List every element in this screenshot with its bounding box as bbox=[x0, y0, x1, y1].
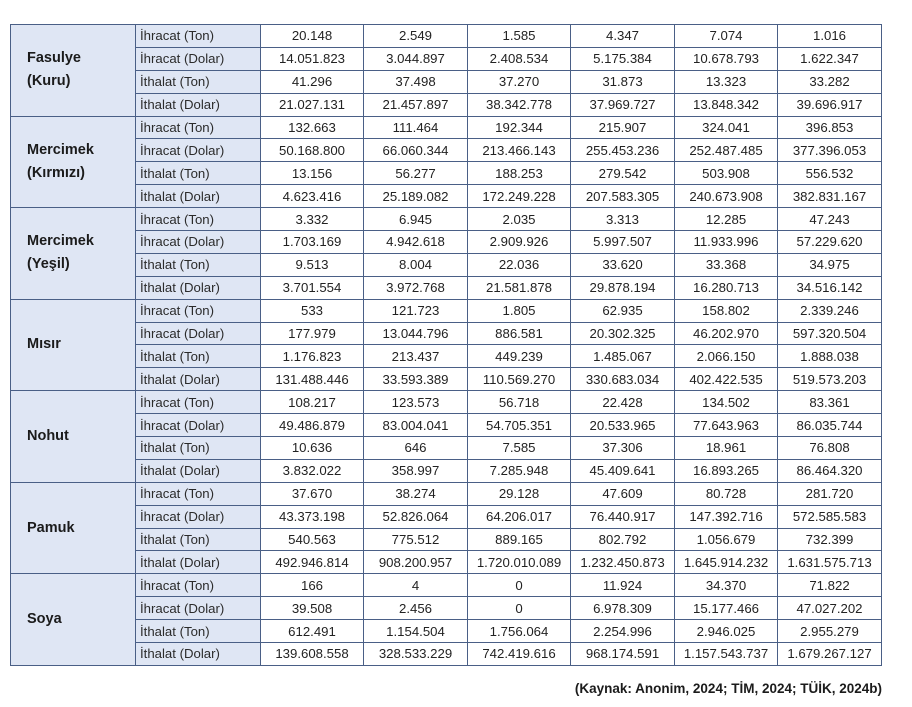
value-cell: 29.878.194 bbox=[571, 276, 675, 299]
value-cell: 62.935 bbox=[571, 299, 675, 322]
value-cell: 3.313 bbox=[571, 208, 675, 231]
value-cell: 188.253 bbox=[468, 162, 571, 185]
value-cell: 213.466.143 bbox=[468, 139, 571, 162]
value-cell: 139.608.558 bbox=[261, 643, 364, 666]
value-cell: 742.419.616 bbox=[468, 643, 571, 666]
value-cell: 43.373.198 bbox=[261, 505, 364, 528]
metric-label-cell: İhracat (Ton) bbox=[136, 391, 261, 414]
table-row bbox=[11, 597, 882, 620]
metric-label-cell: İhracat (Dolar) bbox=[136, 505, 261, 528]
metric-label-cell: İhracat (Dolar) bbox=[136, 231, 261, 254]
value-cell: 889.165 bbox=[468, 528, 571, 551]
value-cell: 2.549 bbox=[364, 25, 468, 48]
value-cell: 21.581.878 bbox=[468, 276, 571, 299]
metric-label-cell: İthalat (Ton) bbox=[136, 620, 261, 643]
value-cell: 252.487.485 bbox=[675, 139, 778, 162]
value-cell: 15.177.466 bbox=[675, 597, 778, 620]
value-cell: 11.933.996 bbox=[675, 231, 778, 254]
value-cell: 108.217 bbox=[261, 391, 364, 414]
value-cell: 47.243 bbox=[778, 208, 882, 231]
product-name-cell: Mercimek (Yeşil) bbox=[11, 208, 136, 300]
value-cell: 279.542 bbox=[571, 162, 675, 185]
value-cell: 3.701.554 bbox=[261, 276, 364, 299]
metric-label-cell: İthalat (Dolar) bbox=[136, 276, 261, 299]
value-cell: 213.437 bbox=[364, 345, 468, 368]
value-cell: 6.945 bbox=[364, 208, 468, 231]
value-cell: 21.457.897 bbox=[364, 93, 468, 116]
value-cell: 1.888.038 bbox=[778, 345, 882, 368]
value-cell: 2.946.025 bbox=[675, 620, 778, 643]
value-cell: 775.512 bbox=[364, 528, 468, 551]
value-cell: 377.396.053 bbox=[778, 139, 882, 162]
metric-label-cell: İhracat (Dolar) bbox=[136, 597, 261, 620]
table-row bbox=[11, 162, 882, 185]
value-cell: 13.323 bbox=[675, 70, 778, 93]
metric-label-cell: İthalat (Dolar) bbox=[136, 551, 261, 574]
value-cell: 1.232.450.873 bbox=[571, 551, 675, 574]
value-cell: 1.703.169 bbox=[261, 231, 364, 254]
value-cell: 158.802 bbox=[675, 299, 778, 322]
metric-label-cell: İhracat (Ton) bbox=[136, 574, 261, 597]
value-cell: 49.486.879 bbox=[261, 414, 364, 437]
metric-label-cell: İhracat (Dolar) bbox=[136, 47, 261, 70]
value-cell: 1.645.914.232 bbox=[675, 551, 778, 574]
value-cell: 47.609 bbox=[571, 482, 675, 505]
value-cell: 7.285.948 bbox=[468, 459, 571, 482]
value-cell: 255.453.236 bbox=[571, 139, 675, 162]
value-cell: 2.909.926 bbox=[468, 231, 571, 254]
value-cell: 5.175.384 bbox=[571, 47, 675, 70]
product-name-cell: Mısır bbox=[11, 299, 136, 391]
metric-label-cell: İhracat (Ton) bbox=[136, 25, 261, 48]
value-cell: 66.060.344 bbox=[364, 139, 468, 162]
value-cell: 215.907 bbox=[571, 116, 675, 139]
value-cell: 13.044.796 bbox=[364, 322, 468, 345]
table-row bbox=[11, 93, 882, 116]
value-cell: 34.516.142 bbox=[778, 276, 882, 299]
value-cell: 886.581 bbox=[468, 322, 571, 345]
value-cell: 37.498 bbox=[364, 70, 468, 93]
value-cell: 533 bbox=[261, 299, 364, 322]
value-cell: 2.035 bbox=[468, 208, 571, 231]
value-cell: 7.585 bbox=[468, 437, 571, 460]
value-cell: 10.678.793 bbox=[675, 47, 778, 70]
value-cell: 76.440.917 bbox=[571, 505, 675, 528]
value-cell: 111.464 bbox=[364, 116, 468, 139]
value-cell: 37.270 bbox=[468, 70, 571, 93]
table-row bbox=[11, 620, 882, 643]
metric-label-cell: İthalat (Dolar) bbox=[136, 643, 261, 666]
value-cell: 1.756.064 bbox=[468, 620, 571, 643]
value-cell: 1.154.504 bbox=[364, 620, 468, 643]
value-cell: 166 bbox=[261, 574, 364, 597]
value-cell: 240.673.908 bbox=[675, 185, 778, 208]
value-cell: 18.961 bbox=[675, 437, 778, 460]
product-name-cell: Pamuk bbox=[11, 482, 136, 574]
value-cell: 7.074 bbox=[675, 25, 778, 48]
metric-label-cell: İthalat (Ton) bbox=[136, 253, 261, 276]
value-cell: 22.428 bbox=[571, 391, 675, 414]
value-cell: 12.285 bbox=[675, 208, 778, 231]
value-cell: 540.563 bbox=[261, 528, 364, 551]
value-cell: 37.306 bbox=[571, 437, 675, 460]
value-cell: 330.683.034 bbox=[571, 368, 675, 391]
value-cell: 2.955.279 bbox=[778, 620, 882, 643]
value-cell: 33.368 bbox=[675, 253, 778, 276]
value-cell: 13.848.342 bbox=[675, 93, 778, 116]
table-row bbox=[11, 505, 882, 528]
value-cell: 612.491 bbox=[261, 620, 364, 643]
table-row bbox=[11, 368, 882, 391]
value-cell: 1.157.543.737 bbox=[675, 643, 778, 666]
value-cell: 57.229.620 bbox=[778, 231, 882, 254]
value-cell: 1.056.679 bbox=[675, 528, 778, 551]
value-cell: 123.573 bbox=[364, 391, 468, 414]
value-cell: 328.533.229 bbox=[364, 643, 468, 666]
value-cell: 37.969.727 bbox=[571, 93, 675, 116]
value-cell: 132.663 bbox=[261, 116, 364, 139]
value-cell: 402.422.535 bbox=[675, 368, 778, 391]
table-row bbox=[11, 414, 882, 437]
value-cell: 39.508 bbox=[261, 597, 364, 620]
value-cell: 8.004 bbox=[364, 253, 468, 276]
value-cell: 9.513 bbox=[261, 253, 364, 276]
value-cell: 1.485.067 bbox=[571, 345, 675, 368]
value-cell: 10.636 bbox=[261, 437, 364, 460]
product-name-cell: Nohut bbox=[11, 391, 136, 483]
value-cell: 34.975 bbox=[778, 253, 882, 276]
value-cell: 64.206.017 bbox=[468, 505, 571, 528]
metric-label-cell: İthalat (Ton) bbox=[136, 345, 261, 368]
value-cell: 21.027.131 bbox=[261, 93, 364, 116]
value-cell: 2.254.996 bbox=[571, 620, 675, 643]
value-cell: 47.027.202 bbox=[778, 597, 882, 620]
value-cell: 52.826.064 bbox=[364, 505, 468, 528]
value-cell: 16.893.265 bbox=[675, 459, 778, 482]
value-cell: 56.718 bbox=[468, 391, 571, 414]
value-cell: 147.392.716 bbox=[675, 505, 778, 528]
metric-label-cell: İthalat (Ton) bbox=[136, 437, 261, 460]
value-cell: 83.004.041 bbox=[364, 414, 468, 437]
value-cell: 1.585 bbox=[468, 25, 571, 48]
trade-data-table bbox=[10, 24, 882, 666]
value-cell: 207.583.305 bbox=[571, 185, 675, 208]
value-cell: 1.631.575.713 bbox=[778, 551, 882, 574]
value-cell: 572.585.583 bbox=[778, 505, 882, 528]
table-row bbox=[11, 551, 882, 574]
value-cell: 2.456 bbox=[364, 597, 468, 620]
value-cell: 968.174.591 bbox=[571, 643, 675, 666]
table-row bbox=[11, 276, 882, 299]
table-row bbox=[11, 47, 882, 70]
metric-label-cell: İhracat (Ton) bbox=[136, 208, 261, 231]
value-cell: 556.532 bbox=[778, 162, 882, 185]
metric-label-cell: İthalat (Dolar) bbox=[136, 93, 261, 116]
value-cell: 110.569.270 bbox=[468, 368, 571, 391]
value-cell: 41.296 bbox=[261, 70, 364, 93]
metric-label-cell: İhracat (Ton) bbox=[136, 482, 261, 505]
value-cell: 3.832.022 bbox=[261, 459, 364, 482]
value-cell: 14.051.823 bbox=[261, 47, 364, 70]
table-row bbox=[11, 253, 882, 276]
metric-label-cell: İthalat (Dolar) bbox=[136, 459, 261, 482]
value-cell: 281.720 bbox=[778, 482, 882, 505]
value-cell: 20.148 bbox=[261, 25, 364, 48]
table-row bbox=[11, 437, 882, 460]
value-cell: 6.978.309 bbox=[571, 597, 675, 620]
table-row bbox=[11, 116, 882, 139]
value-cell: 80.728 bbox=[675, 482, 778, 505]
table-row bbox=[11, 574, 882, 597]
product-name-cell: Soya bbox=[11, 574, 136, 666]
value-cell: 39.696.917 bbox=[778, 93, 882, 116]
value-cell: 3.972.768 bbox=[364, 276, 468, 299]
table-row bbox=[11, 459, 882, 482]
source-citation: (Kaynak: Anonim, 2024; TİM, 2024; TÜİK, 2024b) bbox=[574, 681, 882, 696]
value-cell: 732.399 bbox=[778, 528, 882, 551]
value-cell: 22.036 bbox=[468, 253, 571, 276]
value-cell: 3.044.897 bbox=[364, 47, 468, 70]
value-cell: 382.831.167 bbox=[778, 185, 882, 208]
value-cell: 4.347 bbox=[571, 25, 675, 48]
value-cell: 33.620 bbox=[571, 253, 675, 276]
value-cell: 29.128 bbox=[468, 482, 571, 505]
value-cell: 76.808 bbox=[778, 437, 882, 460]
value-cell: 1.720.010.089 bbox=[468, 551, 571, 574]
value-cell: 2.339.246 bbox=[778, 299, 882, 322]
value-cell: 396.853 bbox=[778, 116, 882, 139]
value-cell: 3.332 bbox=[261, 208, 364, 231]
value-cell: 38.342.778 bbox=[468, 93, 571, 116]
value-cell: 1.622.347 bbox=[778, 47, 882, 70]
metric-label-cell: İhracat (Ton) bbox=[136, 116, 261, 139]
value-cell: 1.016 bbox=[778, 25, 882, 48]
table-row bbox=[11, 482, 882, 505]
value-cell: 5.997.507 bbox=[571, 231, 675, 254]
metric-label-cell: İthalat (Ton) bbox=[136, 70, 261, 93]
table-row bbox=[11, 391, 882, 414]
value-cell: 324.041 bbox=[675, 116, 778, 139]
value-cell: 86.035.744 bbox=[778, 414, 882, 437]
value-cell: 4.942.618 bbox=[364, 231, 468, 254]
value-cell: 34.370 bbox=[675, 574, 778, 597]
value-cell: 1.805 bbox=[468, 299, 571, 322]
value-cell: 83.361 bbox=[778, 391, 882, 414]
metric-label-cell: İthalat (Dolar) bbox=[136, 368, 261, 391]
value-cell: 71.822 bbox=[778, 574, 882, 597]
value-cell: 134.502 bbox=[675, 391, 778, 414]
value-cell: 0 bbox=[468, 597, 571, 620]
value-cell: 503.908 bbox=[675, 162, 778, 185]
value-cell: 131.488.446 bbox=[261, 368, 364, 391]
value-cell: 16.280.713 bbox=[675, 276, 778, 299]
value-cell: 86.464.320 bbox=[778, 459, 882, 482]
value-cell: 1.679.267.127 bbox=[778, 643, 882, 666]
value-cell: 25.189.082 bbox=[364, 185, 468, 208]
value-cell: 33.593.389 bbox=[364, 368, 468, 391]
value-cell: 13.156 bbox=[261, 162, 364, 185]
value-cell: 11.924 bbox=[571, 574, 675, 597]
value-cell: 646 bbox=[364, 437, 468, 460]
value-cell: 31.873 bbox=[571, 70, 675, 93]
table-row bbox=[11, 231, 882, 254]
value-cell: 1.176.823 bbox=[261, 345, 364, 368]
table-row bbox=[11, 322, 882, 345]
value-cell: 37.670 bbox=[261, 482, 364, 505]
value-cell: 46.202.970 bbox=[675, 322, 778, 345]
value-cell: 0 bbox=[468, 574, 571, 597]
metric-label-cell: İhracat (Ton) bbox=[136, 299, 261, 322]
table-row bbox=[11, 185, 882, 208]
value-cell: 2.408.534 bbox=[468, 47, 571, 70]
table-row bbox=[11, 528, 882, 551]
metric-label-cell: İhracat (Dolar) bbox=[136, 414, 261, 437]
value-cell: 177.979 bbox=[261, 322, 364, 345]
value-cell: 4 bbox=[364, 574, 468, 597]
value-cell: 2.066.150 bbox=[675, 345, 778, 368]
value-cell: 172.249.228 bbox=[468, 185, 571, 208]
metric-label-cell: İhracat (Dolar) bbox=[136, 322, 261, 345]
value-cell: 192.344 bbox=[468, 116, 571, 139]
table-row bbox=[11, 345, 882, 368]
metric-label-cell: İthalat (Ton) bbox=[136, 528, 261, 551]
table-body bbox=[11, 25, 882, 666]
value-cell: 50.168.800 bbox=[261, 139, 364, 162]
value-cell: 519.573.203 bbox=[778, 368, 882, 391]
value-cell: 358.997 bbox=[364, 459, 468, 482]
value-cell: 492.946.814 bbox=[261, 551, 364, 574]
value-cell: 20.533.965 bbox=[571, 414, 675, 437]
table-row bbox=[11, 299, 882, 322]
value-cell: 121.723 bbox=[364, 299, 468, 322]
value-cell: 908.200.957 bbox=[364, 551, 468, 574]
value-cell: 77.643.963 bbox=[675, 414, 778, 437]
metric-label-cell: İthalat (Ton) bbox=[136, 162, 261, 185]
table-row bbox=[11, 25, 882, 48]
value-cell: 4.623.416 bbox=[261, 185, 364, 208]
product-name-cell: Fasulye (Kuru) bbox=[11, 25, 136, 117]
value-cell: 20.302.325 bbox=[571, 322, 675, 345]
value-cell: 54.705.351 bbox=[468, 414, 571, 437]
value-cell: 45.409.641 bbox=[571, 459, 675, 482]
value-cell: 56.277 bbox=[364, 162, 468, 185]
metric-label-cell: İhracat (Dolar) bbox=[136, 139, 261, 162]
table-row bbox=[11, 139, 882, 162]
value-cell: 38.274 bbox=[364, 482, 468, 505]
value-cell: 33.282 bbox=[778, 70, 882, 93]
product-name-cell: Mercimek (Kırmızı) bbox=[11, 116, 136, 208]
value-cell: 449.239 bbox=[468, 345, 571, 368]
metric-label-cell: İthalat (Dolar) bbox=[136, 185, 261, 208]
value-cell: 597.320.504 bbox=[778, 322, 882, 345]
table-row bbox=[11, 208, 882, 231]
table-row bbox=[11, 70, 882, 93]
value-cell: 802.792 bbox=[571, 528, 675, 551]
table-row bbox=[11, 643, 882, 666]
